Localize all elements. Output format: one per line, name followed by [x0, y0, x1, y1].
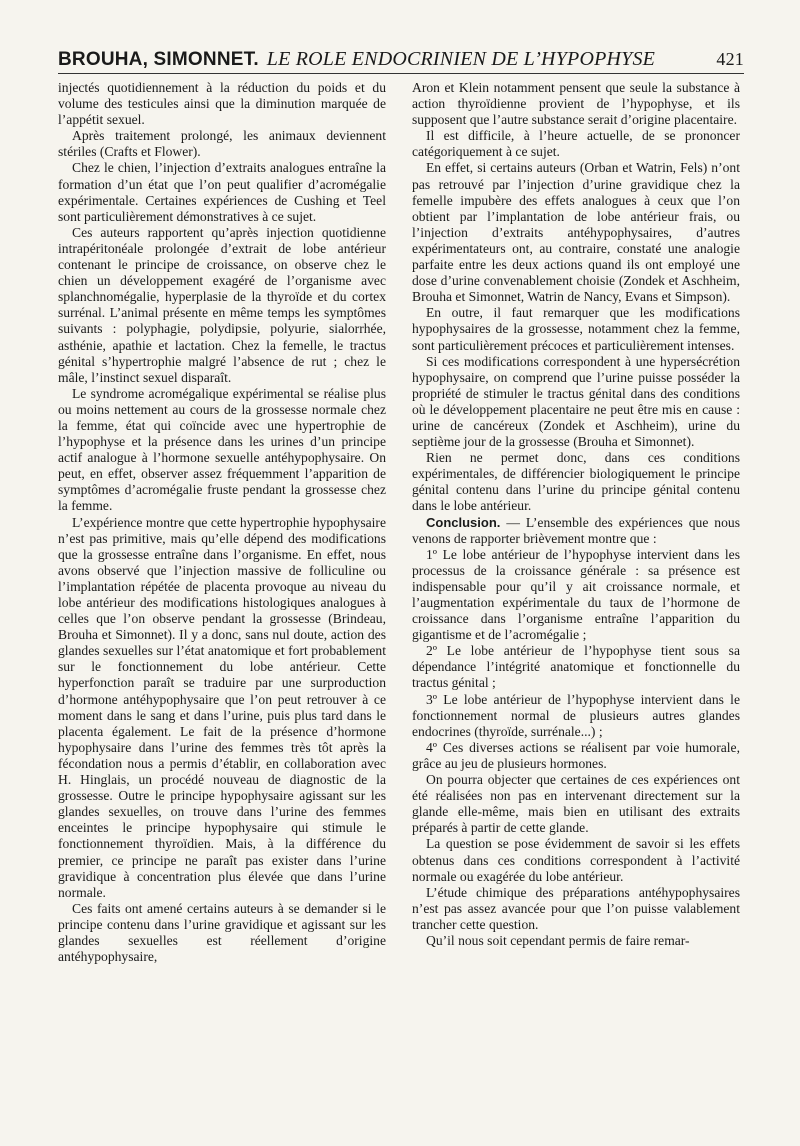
header-authors: BROUHA, SIMONNET. [58, 49, 259, 70]
paragraph: La question se pose évidemment de savoir si les effets obtenus dans ces conditions correspondent à l’activité normale ou exagérée du lobe antérieur. [412, 836, 740, 884]
paragraph: Chez le chien, l’injection d’extraits analogues entraîne la formation d’un état que l’on peut qualifier d’acromégalie expérimentale. Certaines expériences de Cushing et Teel sont particulièrement démonstratives à ce sujet. [58, 160, 386, 224]
conclusion-text: — L’ensemble des expériences que nous venons de rapporter brièvement montre que : [412, 514, 740, 546]
paragraph: L’étude chimique des préparations antéhypophysaires n’est pas assez avancée pour que l’on puisse valablement trancher cette question. [412, 884, 740, 932]
paragraph: Après traitement prolongé, les animaux deviennent stériles (Crafts et Flower). [58, 128, 386, 160]
header-title: LE ROLE ENDOCRINIEN DE L’HYPOPHYSE [266, 48, 656, 70]
conclusion-label: Conclusion. [426, 514, 501, 530]
conclusion-point: 2º Le lobe antérieur de l’hypophyse tient sous sa dépendance l’intégrité anatomique et fonctionnelle du tractus génital ; [412, 643, 740, 691]
paragraph: En outre, il faut remarquer que les modifications hypophysaires de la grossesse, notamment chez la femme, sont particulièrement précoces et particulièrement intenses. [412, 305, 740, 353]
left-column [58, 80, 386, 965]
paragraph: Aron et Klein notamment pensent que seule la substance à action thyroïdienne provient de l’hypophyse, et ils supposent que l’autre substance serait d’origine placentaire. [412, 80, 740, 128]
conclusion-point: 1º Le lobe antérieur de l’hypophyse intervient dans les processus de la croissance générale : sa présence est indispensable pour qu’il y ait croissance normale, et l’augmentation expérimentale du taux de l’hormone de croissance dans l’organisme entraîne l’apparition du gigantisme et de l’acromégalie ; [412, 546, 740, 643]
paragraph: Le syndrome acromégalique expérimental se réalise plus ou moins nettement au cours de la grossesse normale chez la femme, état qui coïncide avec une hypertrophie de l’hypophyse et la présence dans les urines d’un principe actif analogue à l’hormone sexuelle antéhypophysaire. On peut, en effet, observer assez fréquemment l’apparition de symptômes d’acromégalie fruste pendant la grossesse chez la femme. [58, 385, 386, 514]
paragraph: Il est difficile, à l’heure actuelle, de se prononcer catégoriquement à ce sujet. [412, 128, 740, 160]
paragraph: Ces faits ont amené certains auteurs à se demander si le principe contenu dans l’urine gravidique et agissant sur les glandes sexuelles est réellement d’origine antéhypophysaire, [58, 900, 386, 965]
paragraph: L’expérience montre que cette hypertrophie hypophysaire n’est pas primitive, mais qu’elle dépend des modifications que la grossesse entraîne dans l’organisme. En effet, nous avons observé que l’injection massive de folliculine ou l’implantation répétée de placenta provoque au niveau du lobe antérieur des modifications histologiques analogues à celles que l’on observe pendant la grossesse (Brindeau, Brouha et Simonnet). Il y a donc, sans nul doute, action des glandes sexuelles sur l’état anatomique et fort probablement sur le fonctionnement du lobe antérieur. Cette hyperfonction paraît se traduire par une surproduction d’hormone antéhypophysaire que l’on peut retrouver à ce moment dans le sang et dans l’urine, puis plus tard dans le placenta également. Le fait de la présence d’hormone hypophysaire dans l’urine des femmes très tôt après la fécondation nous a permis d’établir, en collaboration avec H. Hinglais, un procédé nouveau de diagnostic de la grossesse. Outre le principe hypophysaire agissant sur les glandes sexuelles, on trouve dans l’urine des femmes enceintes le principe hypophysaire qui stimule le fonctionnement thyroïdien. Mais, à la différence du premier, ce principe ne paraît pas exister dans l’urine gravidique à concentration plus élevée que dans l’urine normale. [58, 514, 386, 900]
paragraph: Qu’il nous soit cependant permis de faire remar- [426, 932, 690, 948]
paragraph: Rien ne permet donc, dans ces conditions expérimentales, de différencier biologiquement le principe génital contenu dans l’urine du principe génital contenu dans le lobe antérieur. [412, 450, 740, 514]
paragraph: En effet, si certains auteurs (Orban et Watrin, Fels) n’ont pas retrouvé par l’injection d’urine gravidique chez la femelle impubère des effets analogues à ceux que l’on obtient par l’implantation de lobe antérieur frais, ou l’injection d’extraits antéhypophysaires, d’autres expérimentateurs ont, au contraire, constaté une analogie parfaite entre les deux actions quand ils ont employé une dose d’urine convenablement choisie (Zondek et Aschheim, Brouha et Simonnet, Watrin de Nancy, Evans et Simpson). [412, 160, 740, 305]
paragraph: injectés quotidiennement à la réduction du poids et du volume des testicules ainsi que la diminution marquée de l’appétit sexuel. [58, 80, 386, 128]
conclusion-point: 3º Le lobe antérieur de l’hypophyse intervient dans le fonctionnement normal de plusieurs autres glandes endocrines (thyroïde, surrénale...) ; [412, 691, 740, 739]
paragraph: On pourra objecter que certaines de ces expériences ont été réalisées non pas en intervenant directement sur la glande elle-même, mais bien en utilisant des extraits préparés à partir de cette glande. [412, 772, 740, 836]
conclusion-paragraph [412, 515, 740, 547]
page-number: 421 [716, 49, 744, 69]
right-column [412, 80, 740, 949]
running-header [58, 48, 744, 74]
conclusion-point: 4º Ces diverses actions se réalisent par voie humorale, grâce au jeu de plusieurs hormones. [412, 739, 740, 771]
paragraph: Ces auteurs rapportent qu’après injection quotidienne intrapéritonéale prolongée d’extrait de lobe antérieur contenant le principe de croissance, on observe chez le chien un développement exagéré de l’organisme avec splanchnomégalie, hyperplasie de la thyroïde et du cortex surrénal. L’animal présente en même temps les symptômes suivants : polyphagie, polydipsie, polyurie, sialorrhée, asthénie, apathie et lactation. Chez la femelle, le tractus génital s’hypertrophie malgré l’absence de rut ; chez le mâle, l’instinct sexuel disparaît. [58, 224, 386, 385]
paragraph: Si ces modifications correspondent à une hypersécrétion hypophysaire, on comprend que l’urine puisse posséder la propriété de stimuler le tractus génital dans des conditions où le développement placentaire ne peut être mis en cause : urine de cancéreux (Zondek et Aschheim), urine du septième jour de la grossesse (Brouha et Simonnet). [412, 353, 740, 450]
